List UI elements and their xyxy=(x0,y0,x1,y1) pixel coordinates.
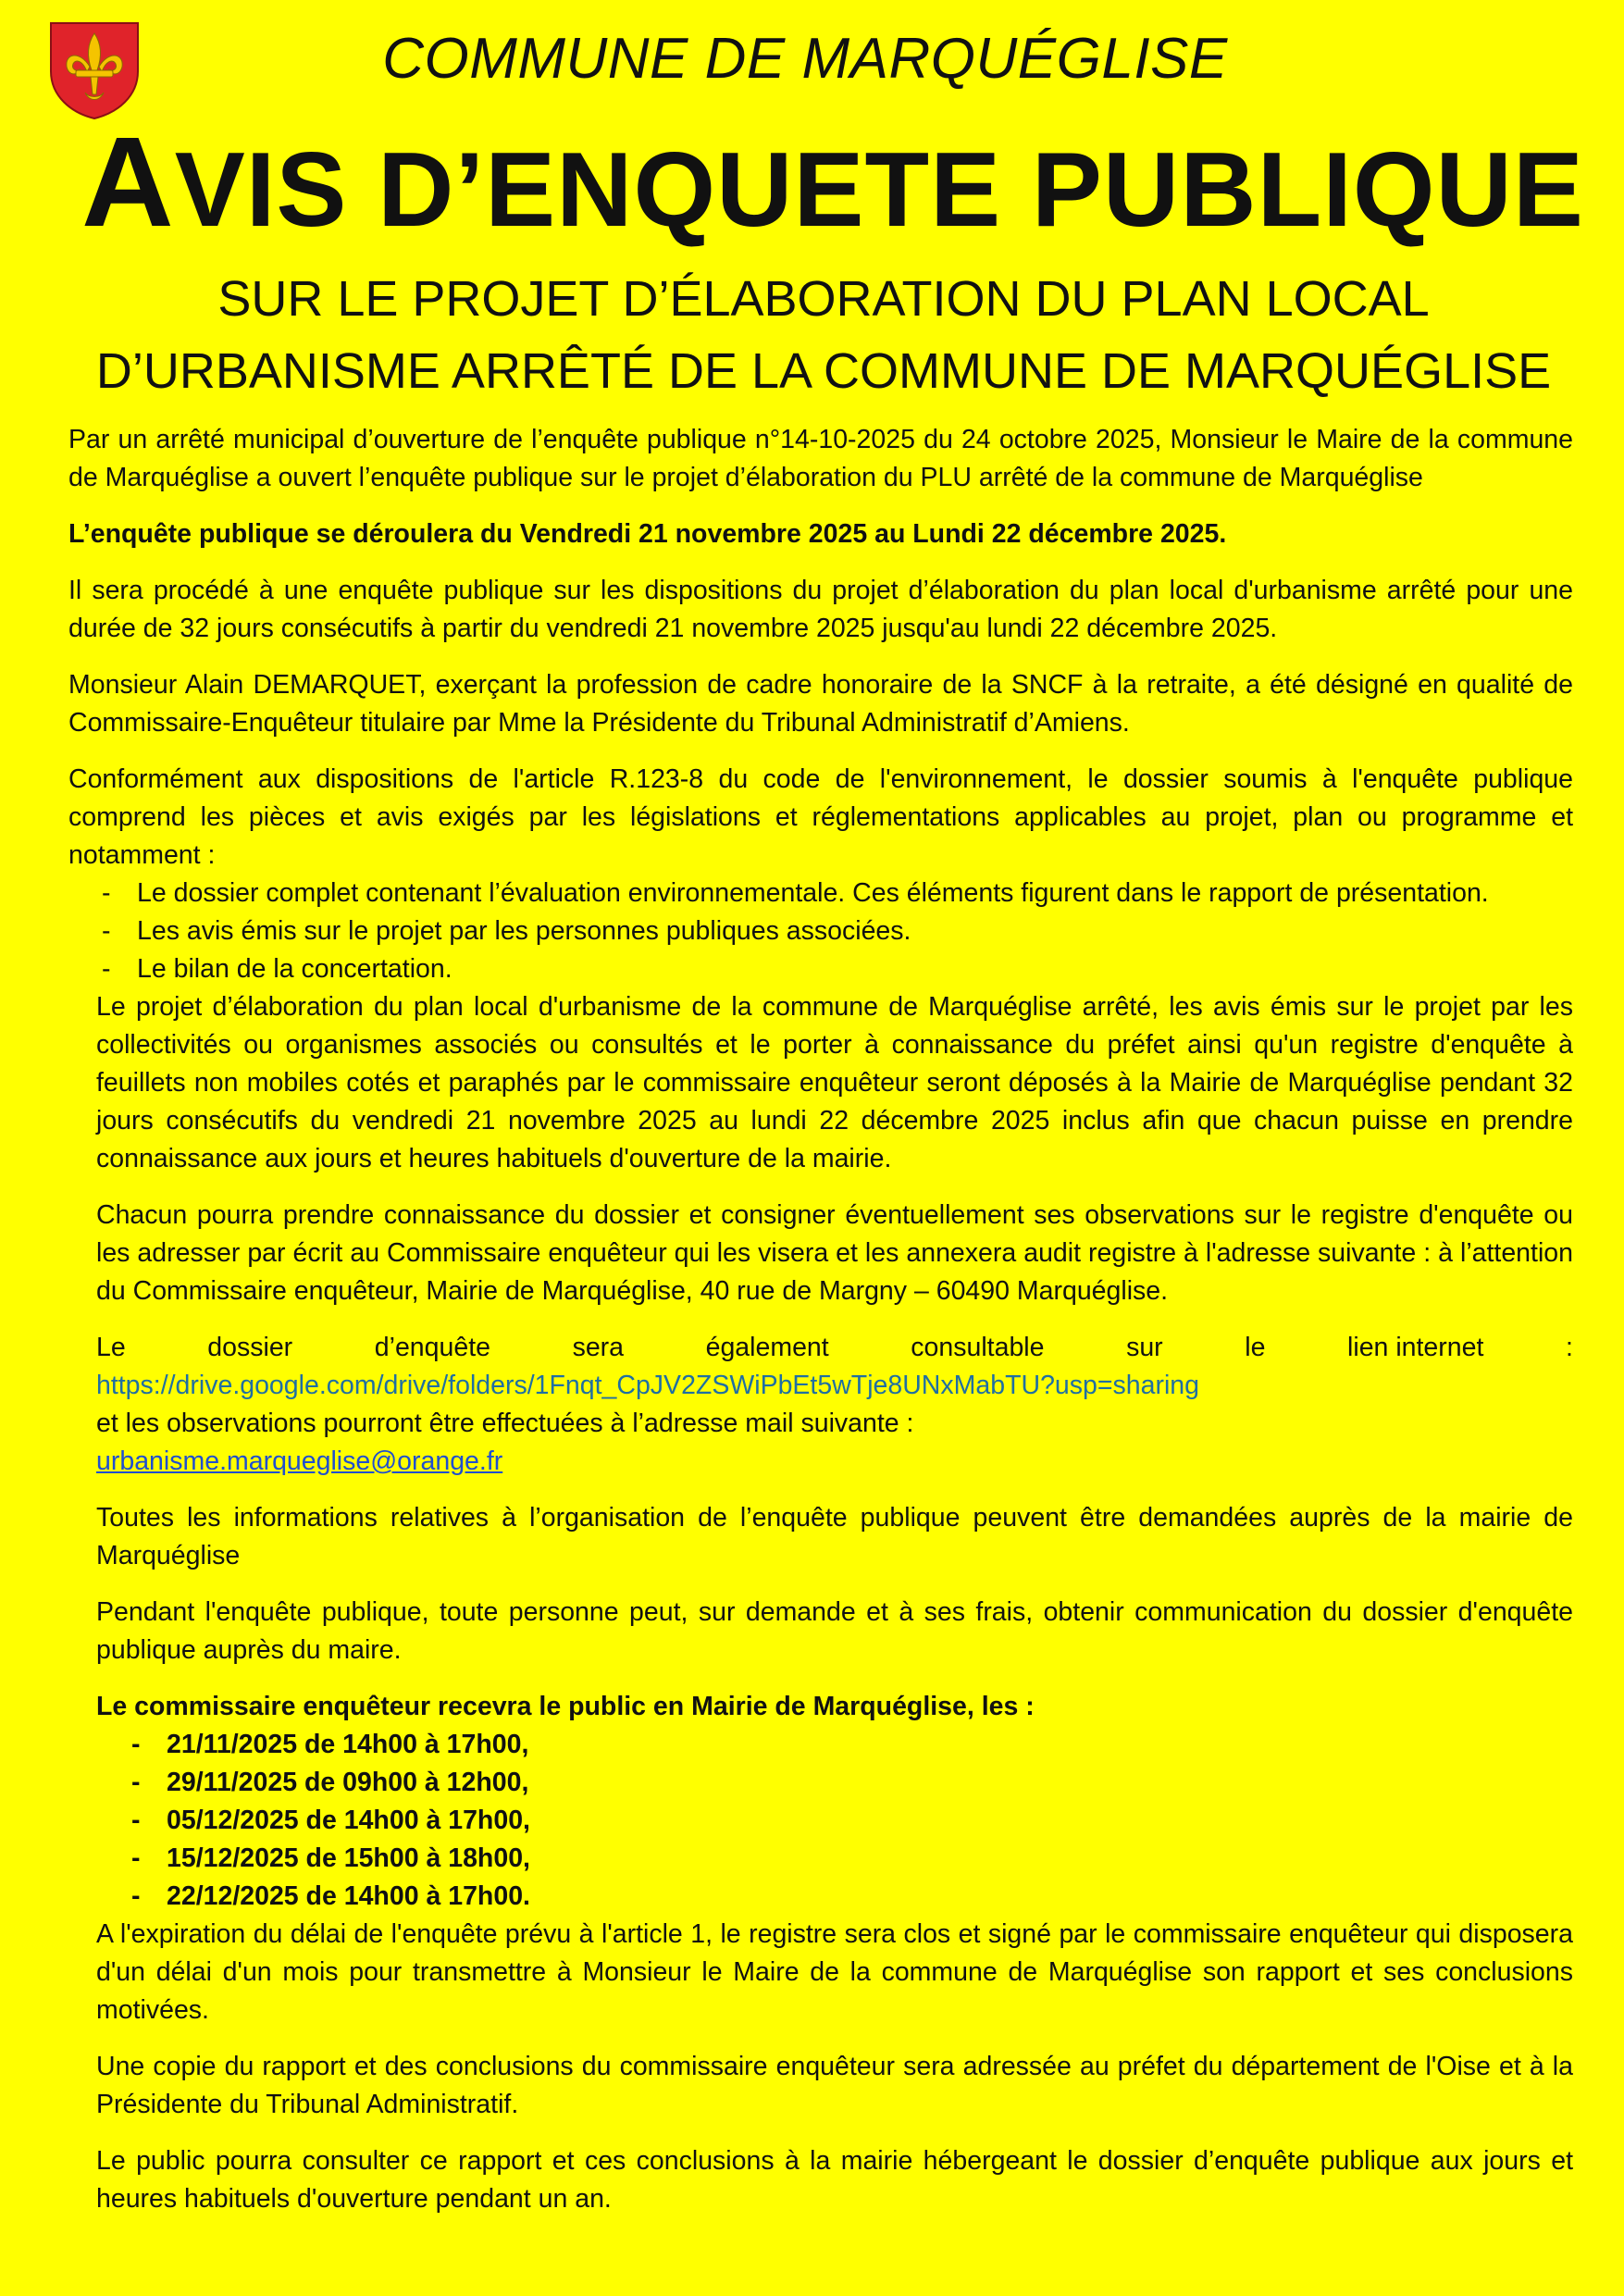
paragraph-dates: L’enquête publique se déroulera du Vendredi 21 novembre 2025 au Lundi 22 décembre 2025. xyxy=(68,519,1227,549)
list-item: - Le dossier complet contenant l’évaluation environnementale. Ces éléments figurent dans le rapport de présentation. xyxy=(102,875,1573,912)
notice-body xyxy=(68,421,1573,2237)
paragraph-observations: Chacun pourra prendre connaissance du dossier et consigner éventuellement ses observations sur le registre d'enquête ou les adresser par écrit au Commissaire enquêteur qui les visera et les annexera audit registre à l'adresse suivante : à l’attention du Commissaire enquêteur, Mairie de Marquéglise, 40 rue de Margny – 60490 Marquéglise. xyxy=(96,1200,1573,1306)
list-item: - 22/12/2025 de 14h00 à 17h00. xyxy=(131,1878,1573,1916)
list-item: - 21/11/2025 de 14h00 à 17h00, xyxy=(131,1726,1573,1764)
paragraph-online-intro: Le dossier d’enquête sera également consultable sur le lien internet : xyxy=(96,1333,1573,1362)
paragraph-commissaire: Monsieur Alain DEMARQUET, exerçant la profession de cadre honoraire de la SNCF à la retraite, a été désigné en qualité de Commissaire-Enquêteur titulaire par Mme la Présidente du Tribunal Administratif d’Amiens. xyxy=(68,670,1573,738)
notice-title-rest: VIS D’ENQUETE PUBLIQUE xyxy=(174,131,1584,249)
drive-link[interactable]: https://drive.google.com/drive/folders/1Fnqt_CpJV2ZSWiPbEt5wTje8UNxMabTU?usp=sharing xyxy=(96,1371,1199,1400)
paragraph-duration: Il sera procédé à une enquête publique sur les dispositions du projet d’élaboration du plan local d'urbanisme arrêté pour une durée de 32 jours consécutifs à partir du vendredi 21 novembre 2025 jusqu'au lundi 22 décembre 2025. xyxy=(68,576,1573,643)
list-item: - 15/12/2025 de 15h00 à 18h00, xyxy=(131,1840,1573,1878)
paragraph-permanences: Le commissaire enquêteur recevra le public en Mairie de Marquéglise, les : xyxy=(96,1692,1035,1721)
list-item: - 05/12/2025 de 14h00 à 17h00, xyxy=(131,1802,1573,1840)
notice-title xyxy=(0,109,1624,256)
paragraph-informations: Toutes les informations relatives à l’organisation de l’enquête publique peuvent être demandées auprès de la mairie de Marquéglise xyxy=(96,1503,1573,1570)
paragraph-consultation: Le public pourra consulter ce rapport et ces conclusions à la mairie hébergeant le dossier d’enquête publique aux jours et heures habituels d'ouverture pendant un an. xyxy=(96,2146,1573,2214)
dossier-pieces-list xyxy=(68,875,1573,988)
permanences-list xyxy=(68,1726,1573,1916)
paragraph-communication: Pendant l'enquête publique, toute personne peut, sur demande et à ses frais, obtenir communication du dossier d'enquête publique auprès du maire. xyxy=(96,1597,1573,1665)
paragraph-arrete: Par un arrêté municipal d’ouverture de l’enquête publique n°14-10-2025 du 24 octobre 2025, Monsieur le Maire de la commune de Marquéglise a ouvert l’enquête publique sur le projet d’élaboration du PLU arrêté de la commune de Marquéglise xyxy=(68,425,1573,492)
paragraph-dossier: Conformément aux dispositions de l'article R.123-8 du code de l'environnement, le dossier soumis à l'enquête publique comprend les pièces et avis exigés par les législations et réglementations applicables au projet, plan ou programme et notamment : xyxy=(68,764,1573,870)
email-link[interactable]: urbanisme.marqueglise@orange.fr xyxy=(96,1446,503,1476)
paragraph-depot: Le projet d’élaboration du plan local d'urbanisme de la commune de Marquéglise arrêté, les avis émis sur le projet par les collectivités ou organismes associés ou consultés et le porter à connaissance du préfet ainsi qu'un registre d'enquête à feuillets non mobiles cotés et paraphés par le commissaire enquêteur seront déposés à la Mairie de Marquéglise pendant 32 jours consécutifs du vendredi 21 novembre 2025 au lundi 22 décembre 2025 inclus afin que chacun puisse en prendre connaissance aux jours et heures habituels d'ouverture de la mairie. xyxy=(96,992,1573,1173)
list-item: - Les avis émis sur le projet par les personnes publiques associées. xyxy=(102,912,1573,950)
notice-subtitle xyxy=(19,263,1624,407)
paragraph-cloture: A l'expiration du délai de l'enquête prévu à l'article 1, le registre sera clos et signé par le commissaire enquêteur qui disposera d'un délai d'un mois pour transmettre à Monsieur le Maire de la commune de Marquéglise son rapport et ses conclusions motivées. xyxy=(96,1919,1573,2025)
notice-title-initial: A xyxy=(81,111,175,254)
commune-title: COMMUNE DE MARQUÉGLISE xyxy=(382,27,1228,91)
mail-intro: et les observations pourront être effectuées à l’adresse mail suivante : xyxy=(96,1409,914,1438)
subtitle-line-1: SUR LE PROJET D’ÉLABORATION DU PLAN LOCAL xyxy=(217,271,1430,327)
paragraph-copie: Une copie du rapport et des conclusions du commissaire enquêteur sera adressée au préfet du département de l'Oise et à la Présidente du Tribunal Administratif. xyxy=(96,2052,1573,2119)
subtitle-line-2: D’URBANISME ARRÊTÉ DE LA COMMUNE DE MARQUÉGLISE xyxy=(95,343,1552,399)
list-item: - Le bilan de la concertation. xyxy=(102,950,1573,988)
list-item: - 29/11/2025 de 09h00 à 12h00, xyxy=(131,1764,1573,1802)
